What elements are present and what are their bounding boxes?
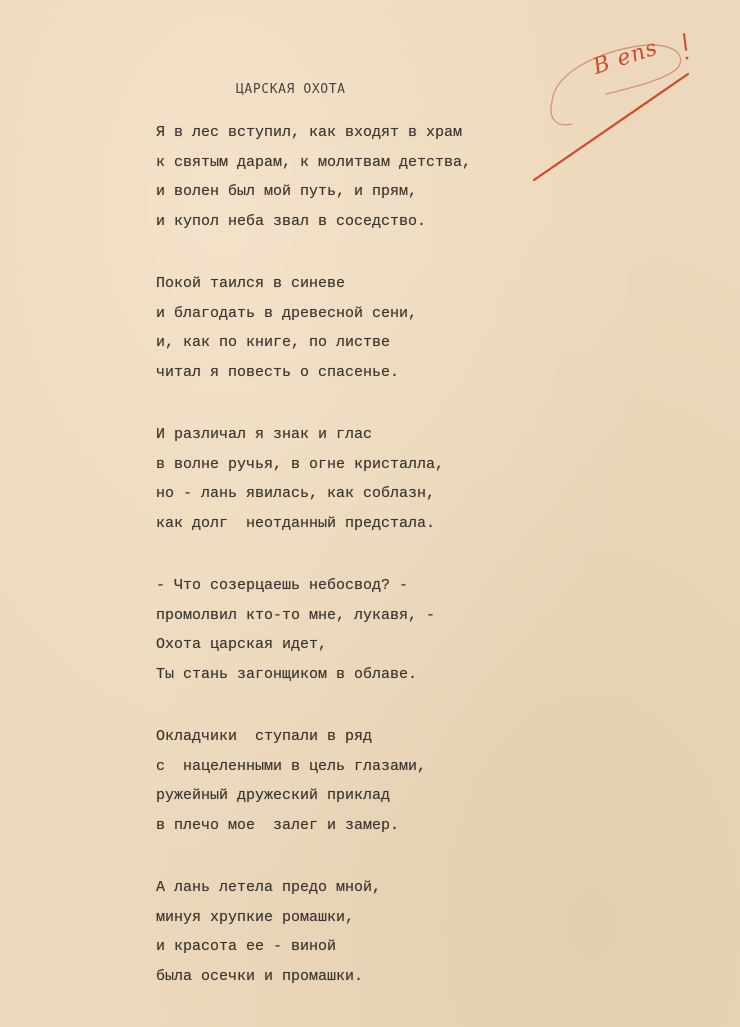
poem-line: Покой таился в синеве [156, 275, 346, 292]
poem-line: промолвил кто-то мне, лукавя, - [156, 606, 436, 624]
poem-line: и купол неба звал в соседство. [156, 212, 427, 230]
poem-title: ЦАРСКАЯ ОХОТА [236, 82, 346, 97]
poem-line: Окладчики ступали в ряд [156, 728, 373, 745]
poem-line: была осечки и промашки. [156, 967, 364, 985]
stanza [156, 420, 576, 538]
poem-line: к святым дарам, к молитвам детства, [156, 153, 472, 171]
poem-line: ружейный дружеский приклад [156, 787, 391, 804]
poem-line: читал я повесть о спасенье. [156, 363, 400, 381]
poem-line: но - лань явилась, как соблазн, [156, 485, 436, 502]
poem-line: и красота ее - виной [156, 938, 337, 955]
poem-line: И различал я знак и глас [156, 426, 373, 443]
poem-line: А лань летела предо мной, [156, 879, 382, 896]
poem-line: и, как по книге, по листве [156, 334, 391, 351]
poem-line: и благодать в древесной сени, [156, 304, 418, 322]
poem-line: Я в лес вступил, как входят в храм [156, 124, 463, 141]
poem-line: в волне ручья, в огне кристалла, [156, 455, 445, 473]
stanza [156, 269, 576, 387]
poem-line: - Что созерцаешь небосвод? - [156, 577, 409, 594]
poem-line: Охота царская идет, [156, 636, 328, 653]
poem-body [156, 118, 576, 1024]
poem-line: как долг неотданный предстала. [156, 514, 436, 532]
stanza [156, 118, 576, 236]
stanza [156, 722, 576, 840]
poem-line: в плечо мое залег и замер. [156, 816, 400, 834]
stanza [156, 571, 576, 689]
poem-line: Ты стань загонщиком в облаве. [156, 665, 418, 683]
poem-line: с нацеленными в цель глазами, [156, 757, 427, 775]
stanza [156, 873, 576, 991]
poem-line: и волен был мой путь, и прям, [156, 183, 418, 200]
handwritten-annotation-text: В ens [590, 35, 662, 80]
poem-line: минуя хрупкие ромашки, [156, 908, 355, 926]
